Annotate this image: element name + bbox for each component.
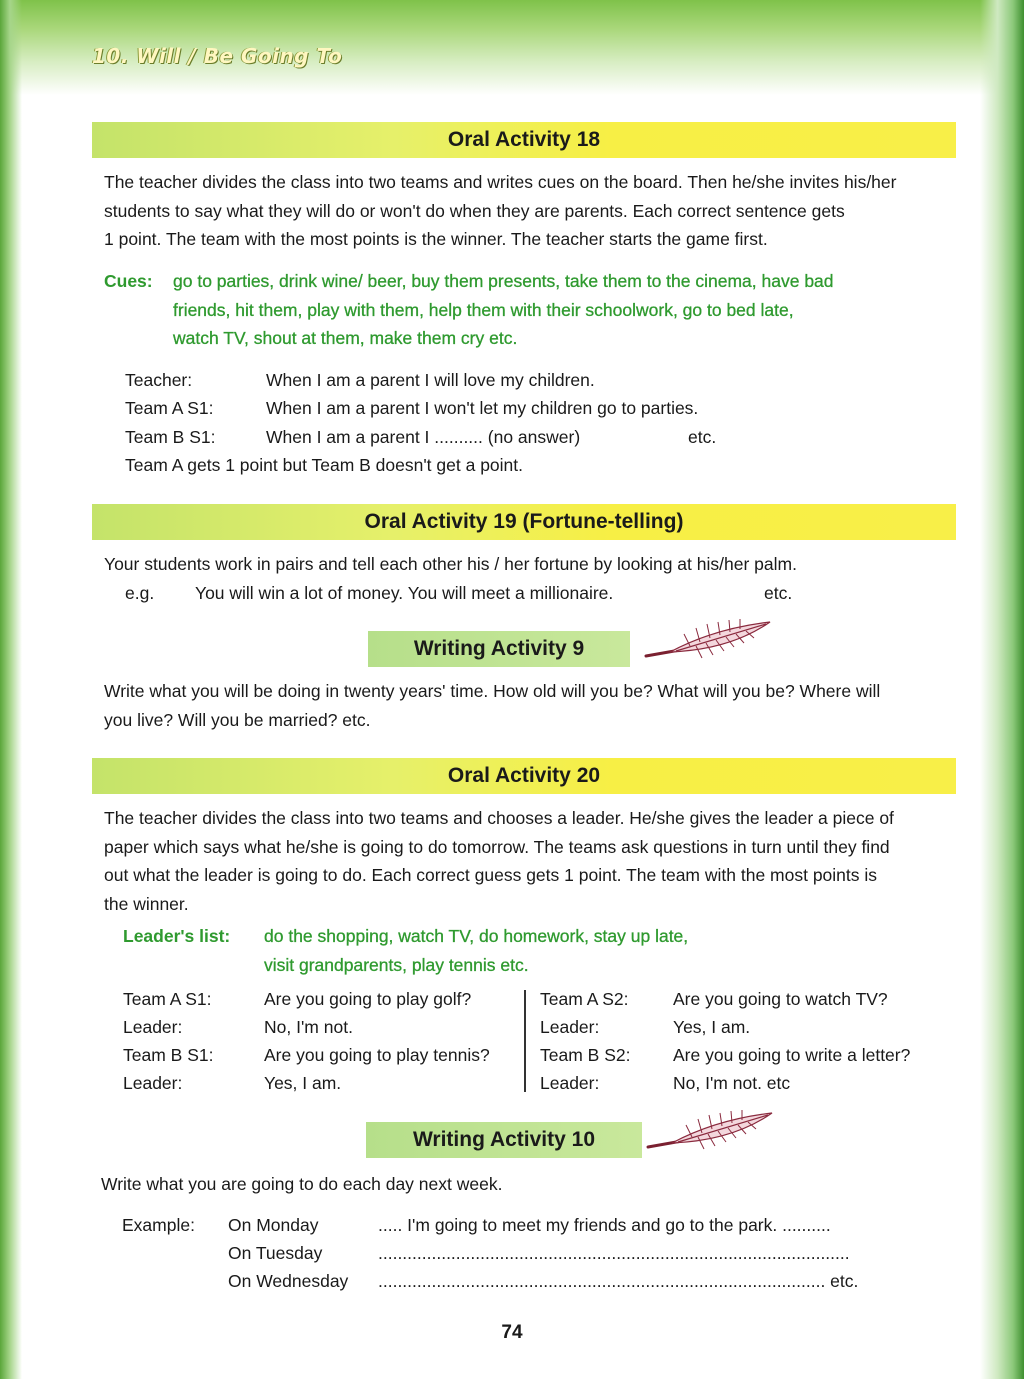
dialogue-line: Are you going to play golf? — [264, 989, 472, 1009]
writing-line: ............................................................................................ etc. — [378, 1271, 859, 1291]
oral-activity-20-title: Oral Activity 20 — [447, 764, 601, 787]
dialogue-speaker: Team A S1: — [125, 398, 214, 418]
oral-activity-19-instructions: Your students work in pairs and tell each other his / her fortune by looking at his/her palm. — [104, 554, 797, 574]
column-divider — [524, 990, 526, 1092]
example-text: You will win a lot of money. You will meet a millionaire. — [195, 583, 614, 603]
writing-line: ................................................................................................. — [378, 1243, 850, 1263]
writing-activity-9-title: Writing Activity 9 — [413, 637, 585, 660]
text-line: you live? Will you be married? etc. — [104, 709, 371, 730]
etc-label: etc. — [688, 427, 717, 447]
list-line: visit grandparents, play tennis etc. — [264, 954, 529, 975]
chapter-title: 10. Will / Be Going To — [92, 44, 343, 68]
cue-line: go to parties, drink wine/ beer, buy them presents, take them to the cinema, have bad — [173, 271, 834, 291]
cue-line: friends, hit them, play with them, help them with their schoolwork, go to bed late, — [173, 299, 794, 320]
dialogue-result: Team A gets 1 point but Team B doesn't get a point. — [125, 455, 524, 475]
dialogue-line: No, I'm not. — [264, 1017, 353, 1037]
text-line: The teacher divides the class into two teams and chooses a leader. He/she gives the leader a piece of — [104, 808, 894, 828]
day-label: On Monday — [228, 1215, 319, 1235]
dialogue-speaker: Team A S2: — [540, 989, 629, 1009]
writing-activity-9-heading — [368, 631, 630, 667]
leaders-list-label: Leader's list: — [123, 926, 231, 946]
dialogue-line: When I am a parent I .......... (no answer) — [266, 427, 581, 447]
leaders-list — [264, 922, 864, 979]
example-label: e.g. — [125, 583, 155, 603]
dialogue-line: Yes, I am. — [264, 1073, 342, 1093]
cues-list — [173, 267, 933, 353]
writing-activity-9-instructions — [104, 677, 944, 734]
dialogue-line: No, I'm not. etc — [673, 1073, 791, 1093]
oral-activity-20-heading — [92, 758, 956, 794]
dialogue-speaker: Team A S1: — [123, 989, 212, 1009]
writing-activity-10-title: Writing Activity 10 — [412, 1128, 596, 1151]
text-line: 1 point. The team with the most points is the winner. The teacher starts the game first. — [104, 229, 768, 249]
quill-pen-icon — [640, 616, 780, 672]
text-line: out what the leader is going to do. Each correct guess gets 1 point. The team with the most points is — [104, 865, 878, 885]
dialogue-line: When I am a parent I will love my children. — [266, 370, 595, 390]
oral-activity-20-instructions — [104, 804, 944, 918]
oral-activity-18-heading — [92, 122, 956, 158]
dialogue-speaker: Team B S2: — [540, 1045, 631, 1065]
page-number: 74 — [501, 1322, 523, 1343]
dialogue-speaker: Leader: — [540, 1017, 600, 1037]
dialogue-speaker: Team B S1: — [125, 427, 216, 447]
oral-activity-19-title: Oral Activity 19 (Fortune-telling) — [364, 510, 684, 533]
day-label: On Wednesday — [228, 1271, 349, 1291]
text-line: Write what you will be doing in twenty years' time. How old will you be? What will you be? Where will — [104, 681, 881, 701]
oral-activity-18-instructions — [104, 168, 944, 254]
quill-pen-icon — [642, 1107, 782, 1163]
left-edge-decoration — [0, 0, 22, 1379]
dialogue-speaker: Team B S1: — [123, 1045, 214, 1065]
text-line: the winner. — [104, 893, 189, 914]
text-line: students to say what they will do or won't do when they are parents. Each correct sentence gets — [104, 200, 845, 221]
cue-line: watch TV, shout at them, make them cry etc. — [173, 328, 518, 348]
dialogue-line: Are you going to write a letter? — [673, 1045, 911, 1065]
dialogue-speaker: Leader: — [123, 1073, 183, 1093]
text-line: paper which says what he/she is going to do tomorrow. The teams ask questions in turn until they find — [104, 836, 890, 857]
dialogue-line: Are you going to watch TV? — [673, 989, 888, 1009]
cues-label: Cues: — [104, 271, 153, 291]
writing-activity-10-instructions: Write what you are going to do each day next week. — [101, 1174, 503, 1194]
writing-line: ..... I'm going to meet my friends and go to the park. .......... — [378, 1215, 831, 1235]
right-edge-decoration — [980, 0, 1024, 1379]
dialogue-line: Are you going to play tennis? — [264, 1045, 490, 1065]
list-line: do the shopping, watch TV, do homework, stay up late, — [264, 926, 689, 946]
dialogue-line: When I am a parent I won't let my children go to parties. — [266, 398, 699, 418]
dialogue-line: Yes, I am. — [673, 1017, 751, 1037]
day-label: On Tuesday — [228, 1243, 323, 1263]
oral-activity-18-title: Oral Activity 18 — [447, 128, 601, 151]
dialogue-speaker: Teacher: — [125, 370, 193, 390]
etc-label: etc. — [764, 583, 793, 603]
writing-activity-10-heading — [366, 1122, 642, 1158]
dialogue-speaker: Leader: — [540, 1073, 600, 1093]
text-line: The teacher divides the class into two teams and writes cues on the board. Then he/she invites his/her — [104, 172, 897, 192]
example-label: Example: — [122, 1215, 195, 1235]
oral-activity-19-heading — [92, 504, 956, 540]
dialogue-speaker: Leader: — [123, 1017, 183, 1037]
